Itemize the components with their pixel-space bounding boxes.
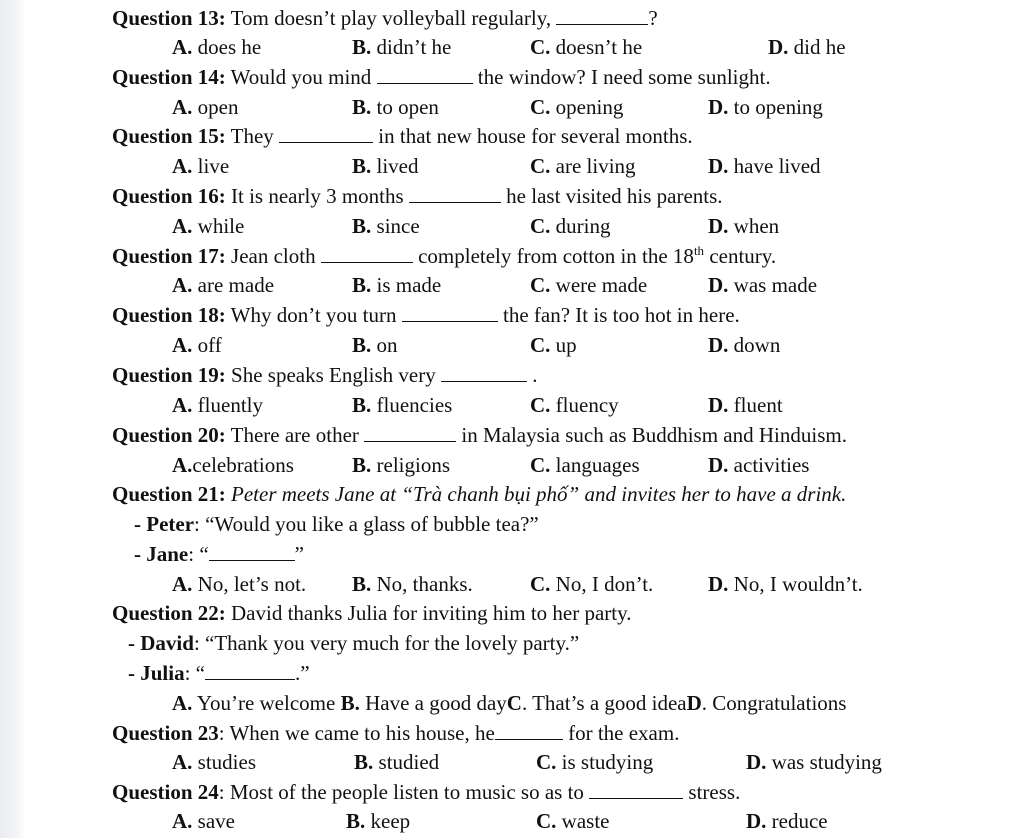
speaker-name: - Julia — [128, 661, 185, 685]
question-colon: : — [218, 780, 225, 804]
speaker-name: - Jane — [134, 542, 189, 566]
question-label: Question 13: — [112, 6, 226, 30]
question-label: Question 21: — [112, 482, 226, 506]
superscript-th: th — [693, 243, 705, 258]
option-c[interactable]: C. are living — [530, 154, 636, 178]
question-label: Question 22: — [112, 601, 226, 625]
question-23 — [112, 719, 679, 748]
speaker-name: - Peter — [134, 512, 195, 536]
question-16 — [112, 182, 723, 211]
option-c[interactable]: C. languages — [530, 453, 640, 477]
question-text: century. — [704, 244, 777, 268]
question-text: When we came to his house, he — [229, 721, 495, 745]
dialogue-line-peter — [134, 510, 539, 539]
option-a[interactable]: A. are made — [172, 273, 275, 297]
option-c[interactable]: C. opening — [530, 95, 624, 119]
question-22 — [112, 599, 632, 628]
question-20 — [112, 421, 847, 450]
dialogue-text: : “Thank you very much for the lovely party.” — [193, 631, 580, 655]
option-a[interactable]: A. studies — [172, 750, 257, 774]
speaker-name: - David — [128, 631, 194, 655]
question-label: Question 18: — [112, 303, 226, 327]
question-21 — [112, 480, 846, 509]
answer-blank — [279, 123, 373, 143]
question-text: in that new house for several months. — [373, 124, 693, 148]
question-text: Jean cloth — [231, 244, 321, 268]
question-label: Question 24 — [112, 780, 219, 804]
question-text: he last visited his parents. — [500, 184, 723, 208]
option-d[interactable]: D. to opening — [708, 95, 823, 119]
option-b[interactable]: B. to open — [352, 95, 439, 119]
question-text: the window? I need some sunlight. — [472, 65, 771, 89]
option-a[interactable]: A. fluently — [172, 393, 263, 417]
question-text: in Malaysia such as Buddhism and Hinduism. — [456, 423, 847, 447]
question-text: She speaks English very — [231, 363, 441, 387]
option-c[interactable]: C. during — [530, 214, 611, 238]
question-label: Question 14: — [112, 65, 226, 89]
question-text: stress. — [683, 780, 741, 804]
option-c[interactable]: C. were made — [530, 273, 648, 297]
option-b[interactable]: B. didn’t he — [352, 35, 452, 59]
option-b[interactable]: B. No, thanks. — [352, 572, 473, 596]
answer-blank — [556, 5, 648, 25]
option-a[interactable]: A. live — [172, 154, 230, 178]
option-d[interactable]: D. fluent — [708, 393, 783, 417]
dialogue-text: : “ — [184, 661, 205, 685]
dialogue-close: .” — [295, 661, 310, 685]
answer-blank — [364, 422, 456, 442]
question-label: Question 20: — [112, 423, 226, 447]
option-b[interactable]: B. studied — [354, 750, 440, 774]
question-17 — [112, 242, 776, 271]
question-text: Why don’t you turn — [230, 303, 402, 327]
question-text: ? — [648, 6, 658, 30]
question-13 — [112, 4, 658, 33]
option-d[interactable]: D. was studying — [746, 750, 882, 774]
option-b[interactable]: B. religions — [352, 453, 451, 477]
question-19 — [112, 361, 538, 390]
answer-blank — [402, 302, 498, 322]
option-a[interactable]: A. You’re welcome — [172, 691, 341, 715]
option-c[interactable]: C. is studying — [536, 750, 654, 774]
option-b[interactable]: B. lived — [352, 154, 419, 178]
page-left-edge — [0, 0, 26, 838]
option-b[interactable]: B. on — [352, 333, 398, 357]
answer-blank — [209, 541, 295, 561]
option-d[interactable]: D. Congratulations — [686, 691, 847, 715]
dialogue-text: : “ — [188, 542, 209, 566]
question-24 — [112, 778, 740, 807]
option-b[interactable]: B. fluencies — [352, 393, 453, 417]
question-text: completely from cotton in the 18 — [412, 244, 694, 268]
question-label: Question 16: — [112, 184, 226, 208]
option-d[interactable]: D. was made — [708, 273, 818, 297]
question-label: Question 19: — [112, 363, 226, 387]
option-a[interactable]: A. open — [172, 95, 239, 119]
option-d[interactable]: D. activities — [708, 453, 810, 477]
answer-blank — [205, 660, 295, 680]
dialogue-line-julia — [128, 659, 310, 688]
question-text: It is nearly 3 months — [231, 184, 409, 208]
dialogue-close: ” — [294, 542, 304, 566]
question-text: . — [527, 363, 538, 387]
answer-blank — [495, 720, 563, 740]
question-text: There are other — [230, 423, 365, 447]
option-c[interactable]: C. up — [530, 333, 577, 357]
question-label: Question 23 — [112, 721, 219, 745]
option-b[interactable]: B. is made — [352, 273, 442, 297]
options-22 — [172, 689, 846, 718]
option-b[interactable]: B. Have a good day — [340, 691, 507, 715]
option-a[interactable]: A. off — [172, 333, 222, 357]
question-15 — [112, 122, 693, 151]
option-a[interactable]: A. does he — [172, 35, 262, 59]
question-14 — [112, 63, 771, 92]
question-label: Question 17: — [112, 244, 226, 268]
option-b[interactable]: B. since — [352, 214, 420, 238]
dialogue-text: : “Would you like a glass of bubble tea?” — [194, 512, 539, 536]
option-d[interactable]: D. when — [708, 214, 780, 238]
option-c[interactable]: C. doesn’t he — [530, 35, 643, 59]
option-a[interactable]: A. while — [172, 214, 245, 238]
answer-blank — [589, 779, 683, 799]
option-d[interactable]: D. have lived — [708, 154, 821, 178]
option-d[interactable]: D. No, I wouldn’t. — [708, 572, 863, 596]
option-d[interactable]: D. reduce — [746, 809, 828, 833]
question-text: the fan? It is too hot in here. — [497, 303, 740, 327]
question-text: Would you mind — [230, 65, 377, 89]
question-text: Peter meets Jane at “Trà chanh bụi phố” and invites her to have a drink. — [231, 482, 847, 506]
question-colon: : — [218, 721, 225, 745]
option-a[interactable]: A. No, let’s not. — [172, 572, 307, 596]
answer-blank — [441, 362, 527, 382]
question-text: for the exam. — [562, 721, 680, 745]
option-a[interactable]: A.celebrations — [172, 453, 294, 477]
answer-blank — [321, 243, 413, 263]
question-label: Question 15: — [112, 124, 226, 148]
option-d[interactable]: D. down — [708, 333, 781, 357]
option-a[interactable]: A. save — [172, 809, 235, 833]
question-text: Most of the people listen to music so as to — [229, 780, 590, 804]
option-c[interactable]: C. No, I don’t. — [530, 572, 654, 596]
dialogue-line-jane — [134, 540, 304, 569]
answer-blank — [409, 183, 501, 203]
question-text: David thanks Julia for inviting him to her party. — [231, 601, 632, 625]
option-d[interactable]: D. did he — [768, 35, 846, 59]
option-c[interactable]: C. fluency — [530, 393, 619, 417]
question-18 — [112, 301, 740, 330]
option-c[interactable]: C. That’s a good idea — [506, 691, 687, 715]
option-c[interactable]: C. waste — [536, 809, 610, 833]
option-b[interactable]: B. keep — [346, 809, 411, 833]
question-text: They — [230, 124, 280, 148]
answer-blank — [377, 64, 473, 84]
dialogue-line-david — [128, 629, 579, 658]
question-text: Tom doesn’t play volleyball regularly, — [230, 6, 557, 30]
